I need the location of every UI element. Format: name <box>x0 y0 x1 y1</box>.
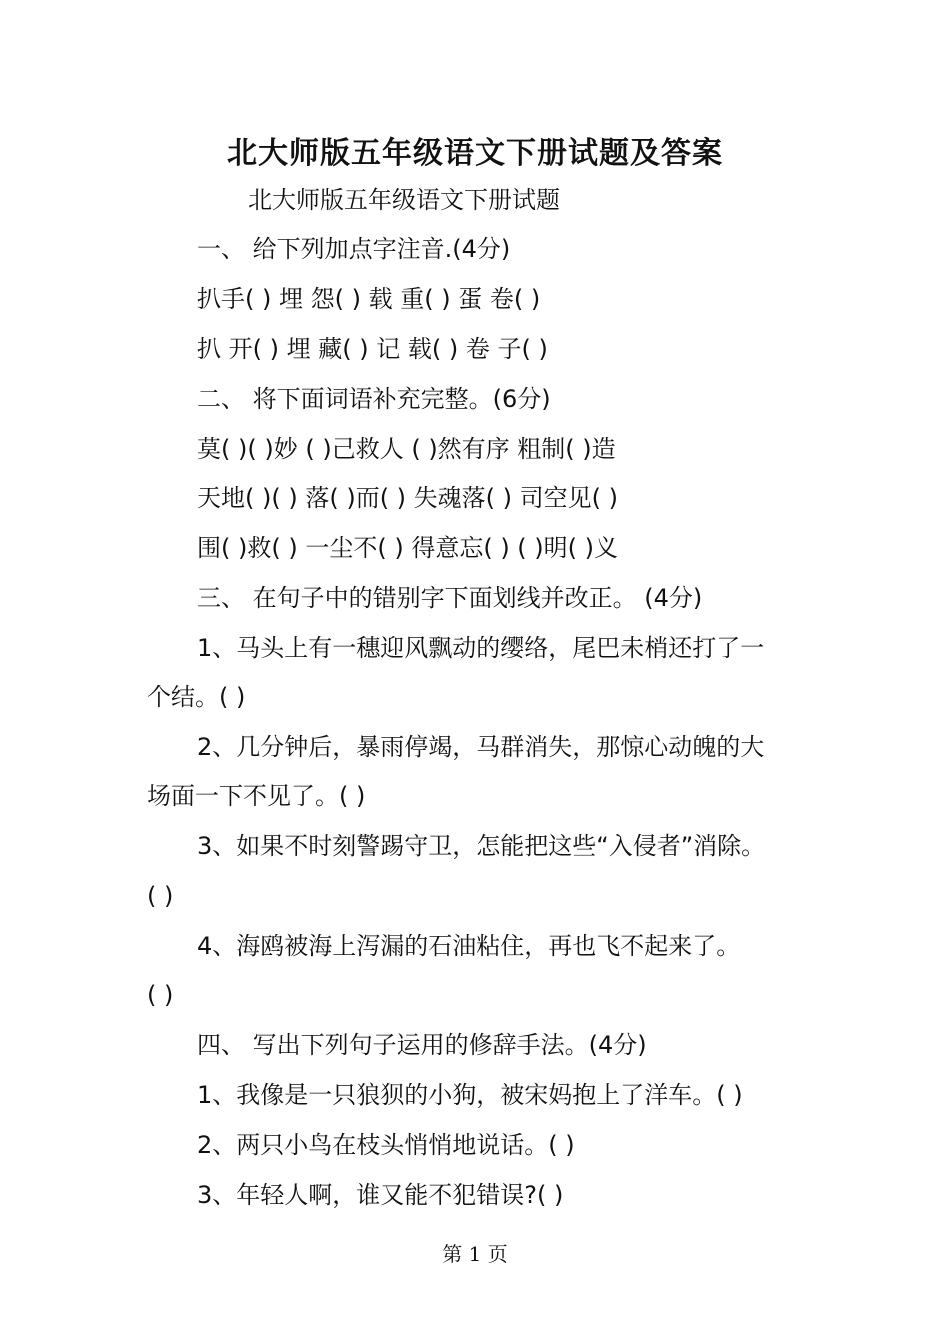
page-number: 第 1 页 <box>442 1242 508 1266</box>
section-3-item-3-line-2: ( ) <box>147 882 174 910</box>
section-4-item-3: 3、年轻人啊，谁又能不犯错误?( ) <box>197 1181 564 1209</box>
section-4-item-2: 2、两只小鸟在枝头悄悄地说话。( ) <box>197 1131 575 1159</box>
section-1-row-2: 扒 开( ) 埋 藏( ) 记 载( ) 卷 子( ) <box>197 335 548 363</box>
section-3-item-3-line-1: 3、如果不时刻警踢守卫，怎能把这些“入侵者”消除。 <box>197 832 766 860</box>
section-1-row-1: 扒手( ) 埋 怨( ) 载 重( ) 蛋 卷( ) <box>197 285 541 313</box>
section-1-heading: 一、 给下列加点字注音.(4分) <box>197 235 511 263</box>
section-3-item-4-line-2: ( ) <box>147 981 174 1009</box>
section-2-heading: 二、 将下面词语补充完整。(6分) <box>197 385 551 413</box>
document-title: 北大师版五年级语文下册试题及答案 <box>227 136 723 171</box>
section-3-item-1-line-2: 个结。( ) <box>147 683 246 711</box>
document-subtitle: 北大师版五年级语文下册试题 <box>248 186 560 214</box>
section-3-item-4-line-1: 4、海鸥被海上泻漏的石油粘住，再也飞不起来了。 <box>197 932 741 960</box>
section-2-row-1: 莫( )( )妙 ( )己救人 ( )然有序 粗制( )造 <box>197 435 616 463</box>
section-2-row-2: 天地( )( ) 落( )而( ) 失魂落( ) 司空见( ) <box>197 484 619 512</box>
section-3-item-2-line-2: 场面一下不见了。( ) <box>147 782 366 810</box>
section-3-item-2-line-1: 2、几分钟后，暴雨停竭，马群消失，那惊心动魄的大 <box>197 733 765 761</box>
section-4-item-1: 1、我像是一只狼狈的小狗，被宋妈抱上了洋车。( ) <box>197 1081 743 1109</box>
section-3-heading: 三、 在句子中的错别字下面划线并改正。 (4分) <box>197 584 703 612</box>
section-2-row-3: 围( )救( ) 一尘不( ) 得意忘( ) ( )明( )义 <box>197 534 619 562</box>
section-4-heading: 四、 写出下列句子运用的修辞手法。(4分) <box>197 1031 647 1059</box>
section-3-item-1-line-1: 1、马头上有一穗迎风飘动的缨络，尾巴未梢还打了一 <box>197 634 765 662</box>
